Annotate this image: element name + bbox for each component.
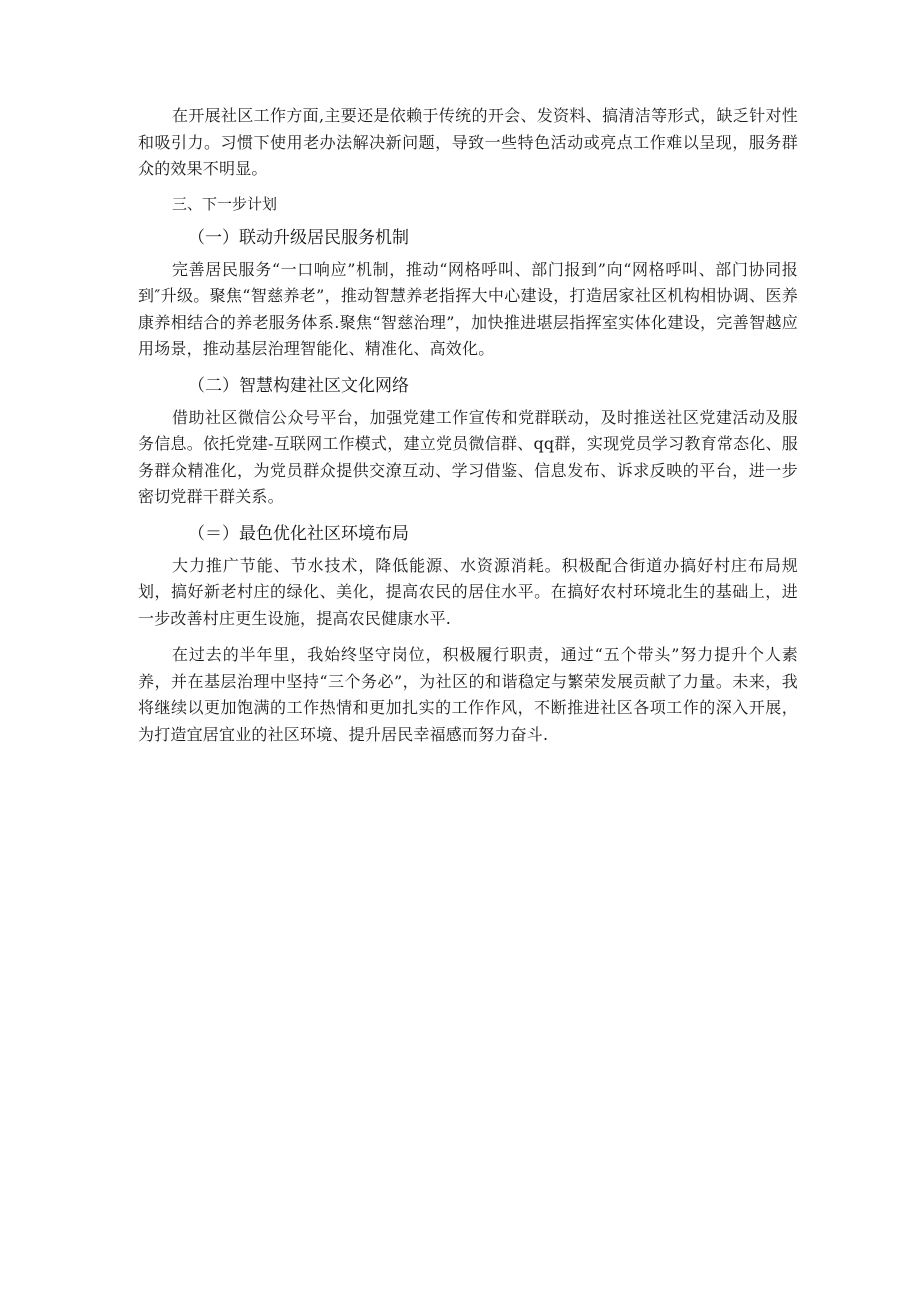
paragraph-conclusion: 在过去的半年里，我始终坚守岗位，积极履行职责，通过“五个带头”努力提升个人素养，并在基层治理中坚持“三个务必”，为社区的和谐稳定与繁荣发展贡献了力量。未来，我将继续以更加饱满的工作热情和更加扎实的工作作风，不断推进社区各项工作的深入开展，为打造宜居宜业的社区环境、提升居民幸福感而努力奋斗.	[138, 645, 798, 744]
subheading-culture-network: （二）智慧构建社区文化网络	[188, 375, 409, 396]
paragraph-culture-network: 借助社区微信公众号平台，加强党建工作宣传和党群联动，及时推送社区党建活动及服务信息。依托党建-互联网工作模式，建立党员微信群、qq群，实现党员学习教育常态化、服务群众精准化，为党员群众提供交潦互动、学习借鉴、信息发布、诉求反映的平台，进一步密切党群干群关系。	[138, 407, 798, 506]
paragraph-resident-service: 完善居民服务“一口响应”机制，推动“网格呼叫、部门报到”向“网格呼叫、部门协同报到″升级。聚焦“智慈养老”，推动智慧养老指挥大中心建设，打造居家社区机构相协调、医养康养相结合的养老服务体系.聚焦“智慈治理”，加快推进堪层指挥室实体化建设，完善智越应用场景，推动基层治理智能化、精准化、高效化。	[138, 259, 798, 358]
subheading-resident-service: （一）联动升级居民服务机制	[188, 227, 409, 248]
paragraph-work-issues: 在开展社区工作方面,主要还是依赖于传统的开会、发资料、搞清洁等形式，缺乏针对性和吸引力。习惯下使用老办法解决新问题，导致一些特色活动或亮点工作难以呈现，服务群众的效果不明显。	[138, 106, 798, 178]
section-heading-next-plan: 三、下一步计划	[172, 194, 278, 213]
document-body	[138, 103, 798, 758]
subheading-environment-layout: （＝）最色优化社区环境布局	[188, 523, 409, 544]
paragraph-environment-layout: 大力推广节能、节水技术，降低能源、水资源消耗。积极配合街道办搞好村庄布局规划，搞好新老村庄的绿化、美化，提高农民的居住水平。在搞好农村环境北生的基础上，进一步改善村庄更生设施，提高农民健康水平.	[138, 555, 798, 628]
